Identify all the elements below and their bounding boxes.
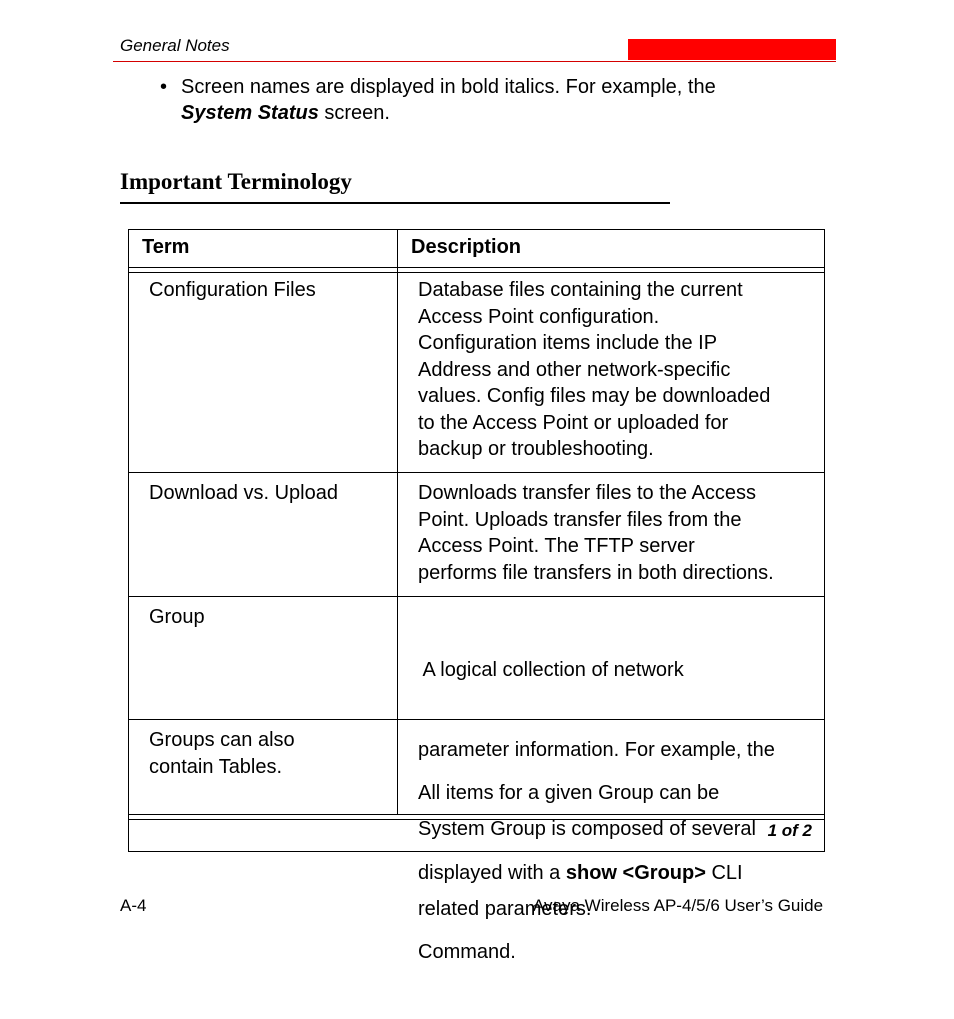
- header-rule-top: [129, 267, 824, 268]
- header-rule: [113, 61, 836, 62]
- description-cell: [418, 277, 818, 463]
- term-cell: Configuration Files: [149, 279, 316, 301]
- section-heading: Important Terminology: [120, 169, 352, 194]
- description-line: Point. Uploads transfer files from the: [418, 508, 742, 531]
- description-line: Command.: [418, 941, 516, 963]
- description-line: Access Point configuration.: [418, 305, 660, 328]
- description-line: System Group is composed of several: [418, 818, 756, 840]
- bullet-text: [181, 74, 801, 126]
- description-line: Downloads transfer files to the Access: [418, 482, 756, 504]
- section-rule: [120, 202, 670, 204]
- description-line: Access Point. The TFTP server: [418, 535, 695, 557]
- bullet-text-after: screen.: [318, 102, 390, 124]
- header-term: Term: [142, 236, 190, 258]
- header-description: Description: [411, 236, 522, 258]
- term-cell: [149, 727, 295, 780]
- guide-title: Avaya Wireless AP-4/5/6 User’s Guide: [533, 896, 824, 915]
- term-line: Groups can also: [149, 729, 295, 751]
- description-line: [418, 860, 818, 887]
- page-number: A-4: [120, 896, 147, 915]
- description-line: backup or troubleshooting.: [418, 438, 654, 460]
- description-line: Database files containing the current: [418, 279, 743, 301]
- bullet-emphasis: System Status: [181, 102, 319, 124]
- description-text: displayed with a: [418, 861, 566, 884]
- description-line: values. Config files may be downloaded: [418, 385, 771, 407]
- description-text: CLI: [705, 861, 743, 884]
- running-header-title: General Notes: [120, 36, 230, 55]
- header-accent-bar: [628, 39, 836, 60]
- description-line: parameter information. For example, the: [418, 738, 775, 761]
- description-cell: [418, 480, 818, 586]
- description-line: to the Access Point or uploaded for: [418, 411, 729, 434]
- description-line: Address and other network-specific: [418, 358, 731, 381]
- description-line: Configuration items include the IP: [418, 332, 718, 354]
- description-line: A logical collection of network: [418, 659, 684, 681]
- row-separator: [129, 472, 824, 473]
- description-line: All items for a given Group can be: [418, 782, 720, 804]
- header-rule-bottom: [129, 272, 824, 273]
- term-line: contain Tables.: [149, 755, 283, 778]
- description-cell: [418, 727, 818, 1019]
- column-divider: [397, 230, 398, 815]
- row-separator: [129, 596, 824, 597]
- table-page-indicator: 1 of 2: [767, 821, 812, 840]
- description-line: performs file transfers in both directions.: [418, 561, 774, 584]
- description-line: related parameters.: [418, 897, 592, 920]
- term-cell: Download vs. Upload: [149, 482, 338, 504]
- command-text: show <Group>: [565, 861, 706, 884]
- bullet-text-before: Screen names are displayed in bold italics. For example, the: [181, 76, 716, 98]
- term-cell: Group: [149, 606, 205, 628]
- bullet-icon: •: [160, 76, 168, 98]
